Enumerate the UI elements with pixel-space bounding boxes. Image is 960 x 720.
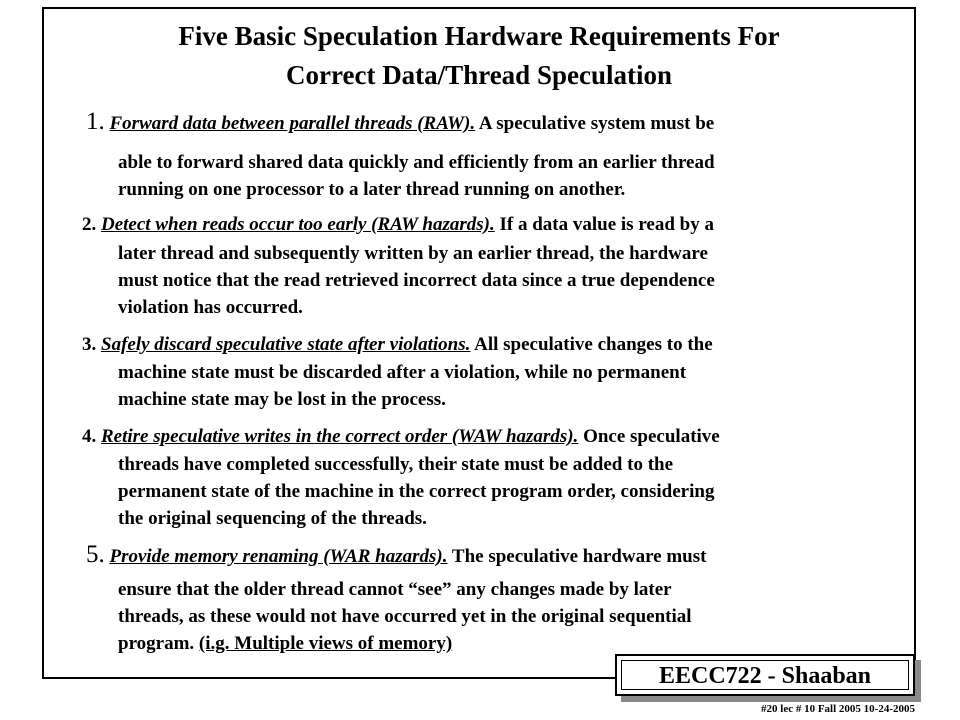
item-text: ensure that the older thread cannot “see” any changes made by later (118, 579, 672, 600)
item-heading: Detect when reads occur too early (RAW hazards). (101, 214, 495, 235)
item-text: must notice that the read retrieved incorrect data since a true dependence (118, 270, 715, 291)
item-heading: Safely discard speculative state after violations. (101, 334, 471, 355)
item-text: program. (118, 633, 195, 654)
item-note: (i.g. Multiple views of memory) (198, 633, 453, 654)
item-text: violation has occurred. (118, 297, 303, 318)
item-number: 1. (86, 108, 105, 135)
course-logo-text: EECC722 - Shaaban (621, 660, 909, 690)
item-number: 5. (86, 541, 105, 568)
item-text: threads have completed successfully, their state must be added to the (118, 454, 674, 475)
item-heading: Forward data between parallel threads (RAW). (109, 113, 476, 134)
item-text: machine state must be discarded after a violation, while no permanent (118, 362, 687, 383)
item-heading: Provide memory renaming (WAR hazards). (109, 546, 448, 567)
item-text: the original sequencing of the threads. (118, 508, 427, 529)
course-logo-box (615, 654, 915, 696)
item-text: machine state may be lost in the process. (118, 389, 446, 410)
item-text: If a data value is read by a (499, 214, 714, 235)
item-text: All speculative changes to the (474, 334, 713, 355)
item-text: able to forward shared data quickly and efficiently from an earlier thread (118, 152, 715, 173)
item-text: threads, as these would not have occurred yet in the original sequential (118, 606, 692, 627)
item-text: permanent state of the machine in the correct program order, considering (118, 481, 715, 502)
item-number: 2. (82, 214, 97, 235)
item-heading: Retire speculative writes in the correct order (WAW hazards). (101, 426, 579, 447)
item-text: The speculative hardware must (451, 546, 707, 567)
item-text: running on one processor to a later thread running on another. (118, 179, 626, 200)
item-text: A speculative system must be (478, 113, 715, 134)
item-text: later thread and subsequently written by an earlier thread, the hardware (118, 243, 708, 264)
title-line-1: Five Basic Speculation Hardware Requirements For (178, 21, 780, 51)
slide-frame (42, 7, 916, 679)
item-number: 3. (82, 334, 97, 355)
slide-title (44, 17, 914, 95)
slide-footer: #20 lec # 10 Fall 2005 10-24-2005 (761, 703, 915, 715)
title-line-2: Correct Data/Thread Speculation (286, 60, 672, 90)
item-text: Once speculative (583, 426, 720, 447)
item-number: 4. (82, 426, 97, 447)
